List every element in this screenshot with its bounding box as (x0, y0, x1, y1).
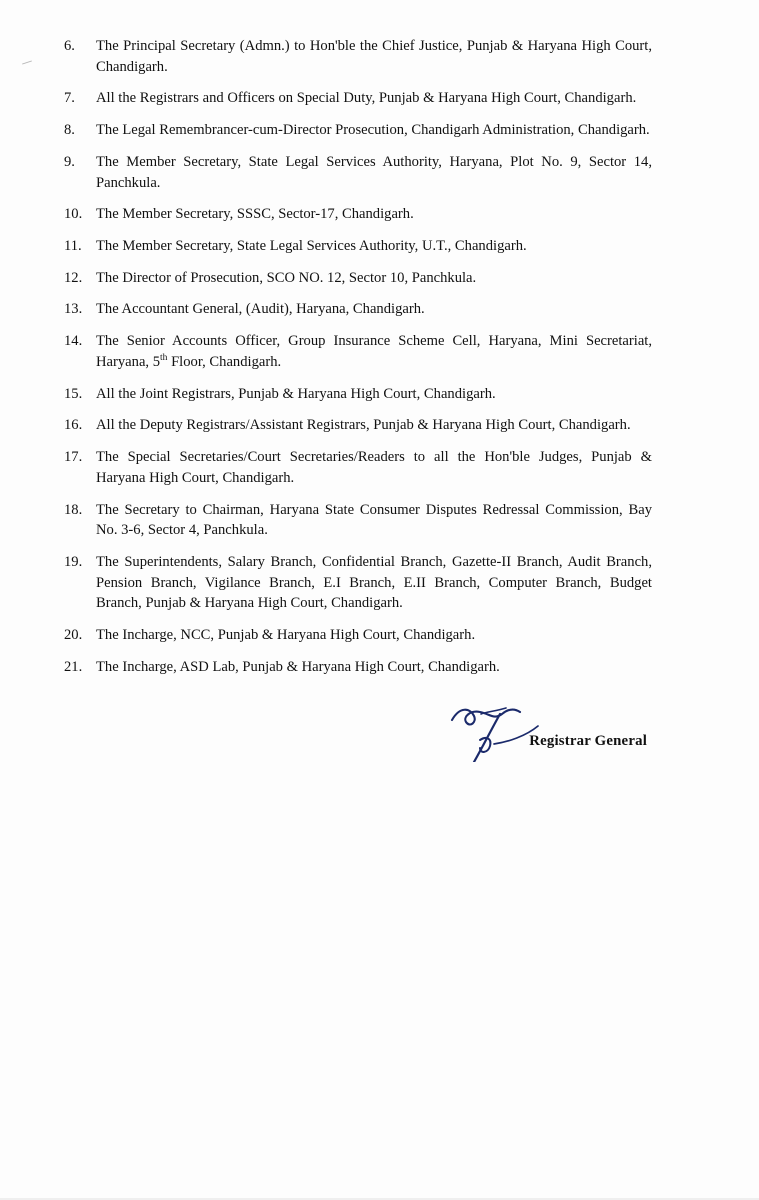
list-item (62, 236, 652, 257)
list-item (62, 384, 652, 405)
list-item (62, 625, 652, 646)
list-item-text: All the Deputy Registrars/Assistant Registrars, Punjab & Haryana High Court, Chandigarh. (96, 417, 631, 434)
list-item-text: All the Joint Registrars, Punjab & Haryana High Court, Chandigarh. (96, 385, 496, 402)
list-item (62, 299, 652, 320)
list-item-text: The Principal Secretary (Admn.) to Hon'ble the Chief Justice, Punjab & Haryana High Court, Chandigarh. (96, 38, 652, 75)
list-item (62, 447, 652, 488)
list-item-text: All the Registrars and Officers on Special Duty, Punjab & Haryana High Court, Chandigarh. (96, 90, 637, 107)
list-item-text: The Legal Remembrancer-cum-Director Prosecution, Chandigarh Administration, Chandigarh. (96, 122, 650, 139)
list-item (62, 331, 652, 372)
list-item-text: The Incharge, NCC, Punjab & Haryana High Court, Chandigarh. (96, 627, 476, 644)
list-item (62, 268, 652, 289)
list-item (62, 204, 652, 225)
list-item-text: The Member Secretary, State Legal Services Authority, Haryana, Plot No. 9, Sector 14, Panchkula. (96, 153, 652, 191)
list-item-text: The Incharge, ASD Lab, Punjab & Haryana High Court, Chandigarh. (96, 658, 500, 675)
list-item (62, 657, 652, 678)
list-item-number: 8. (64, 122, 75, 139)
list-item-number: 10. (64, 206, 83, 223)
list-item-number: 18. (64, 501, 83, 518)
list-item-number: 6. (64, 38, 75, 54)
list-item-text: The Member Secretary, SSSC, Sector-17, Chandigarh. (96, 206, 414, 223)
list-item (62, 120, 652, 141)
list-item-number: 11. (64, 238, 82, 255)
list-item (62, 152, 652, 193)
list-item-text: The Secretary to Chairman, Haryana State Consumer Disputes Redressal Commission, Bay No. 3-6, Sector 4, Panchkula. (96, 501, 652, 539)
list-item-number: 16. (64, 417, 83, 434)
list-item-number: 7. (64, 90, 75, 107)
list-item-text-part: Floor, Chandigarh. (167, 353, 282, 370)
list-item-text: The Member Secretary, State Legal Services Authority, U.T., Chandigarh. (96, 238, 527, 255)
signature-designation: Registrar General (529, 733, 647, 749)
list-item-number: 14. (64, 333, 83, 350)
list-item-number: 19. (64, 553, 83, 570)
page-edge-mark (22, 60, 32, 64)
list-item-number: 9. (64, 153, 75, 170)
list-item-text: The Superintendents, Salary Branch, Confidential Branch, Gazette-II Branch, Audit Branch, Pension Branch, Vigilance Branch, E.I Branch, E.II Branch, Computer Branch, Budget Branch, Punjab & Haryana High Court, Chandigarh. (96, 553, 652, 612)
list-item-number: 12. (64, 269, 83, 286)
ordinal-suffix: th (160, 353, 168, 364)
list-item (62, 415, 652, 436)
list-item-number: 21. (64, 658, 83, 675)
list-item-text: The Special Secretaries/Court Secretaries/Readers to all the Hon'ble Judges, Punjab & Haryana High Court, Chandigarh. (96, 449, 652, 486)
list-item (62, 552, 652, 614)
list-item-number: 13. (64, 301, 83, 318)
list-item (62, 88, 652, 109)
list-item-text: The Accountant General, (Audit), Haryana, Chandigarh. (96, 301, 425, 318)
list-item (62, 36, 652, 77)
list-item-number: 17. (64, 449, 83, 466)
list-item-text (96, 331, 652, 372)
list-item-text-part: The Senior Accounts Officer, Group Insurance Scheme Cell, Haryana, Mini Secretariat, Haryana, 5 (96, 333, 652, 370)
numbered-distribution-list (62, 36, 652, 689)
list-item-number: 20. (64, 627, 83, 644)
signature-block (62, 700, 652, 790)
list-item-text: The Director of Prosecution, SCO NO. 12, Sector 10, Panchkula. (96, 269, 477, 286)
list-item (62, 500, 652, 541)
handwritten-signature-icon (434, 700, 564, 762)
list-item-number: 15. (64, 385, 83, 402)
